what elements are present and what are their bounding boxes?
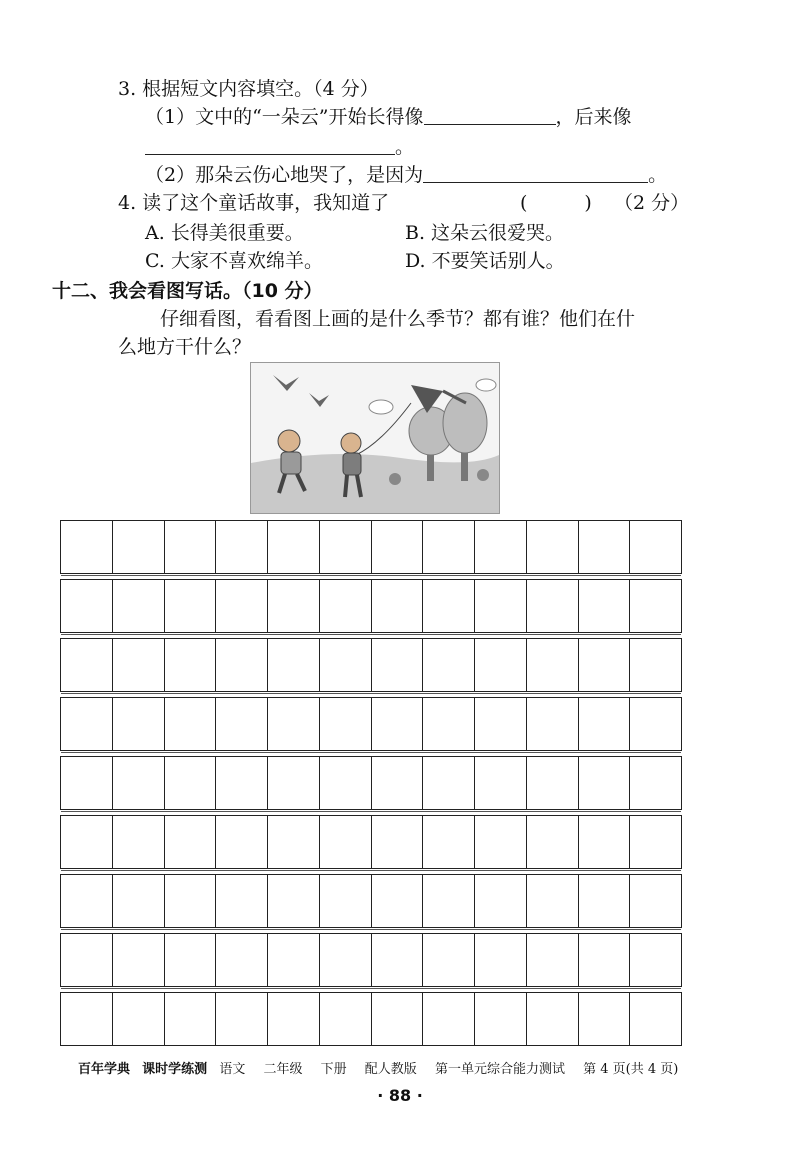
grid-cell[interactable] <box>579 757 631 809</box>
grid-cell[interactable] <box>216 639 268 691</box>
grid-cell[interactable] <box>579 639 631 691</box>
q3-part1-end: 。 <box>395 136 415 158</box>
grid-cell[interactable] <box>61 875 113 927</box>
q4-answer-paren[interactable]: ( ) <box>520 192 592 214</box>
q3-part2-end: 。 <box>648 164 668 186</box>
q3-part2-blank[interactable] <box>423 162 648 183</box>
grid-cell[interactable] <box>61 639 113 691</box>
grid-row <box>60 579 682 633</box>
grid-cell[interactable] <box>61 816 113 868</box>
grid-cell[interactable] <box>630 875 681 927</box>
grid-cell[interactable] <box>61 993 113 1045</box>
q3-part1-blank-a[interactable] <box>424 104 556 125</box>
grid-cell[interactable] <box>630 757 681 809</box>
q3-part1-prefix: （1）文中的“一朵云”开始长得像 <box>145 106 424 128</box>
grid-cell[interactable] <box>113 875 165 927</box>
grid-cell[interactable] <box>579 698 631 750</box>
grid-cell[interactable] <box>113 934 165 986</box>
q3-title: 3. 根据短文内容填空。（4 分） <box>118 78 379 100</box>
grid-row <box>60 520 682 574</box>
grid-cell[interactable] <box>165 580 217 632</box>
cloud-icon <box>369 400 393 414</box>
grid-cell[interactable] <box>320 816 372 868</box>
footer-brand1: 百年学典 <box>78 1062 131 1077</box>
grid-cell[interactable] <box>216 816 268 868</box>
grid-cell[interactable] <box>423 639 475 691</box>
grid-cell[interactable] <box>61 521 113 573</box>
grid-cell[interactable] <box>61 934 113 986</box>
grid-cell[interactable] <box>630 993 681 1045</box>
q3-part2-prefix: （2）那朵云伤心地哭了，是因为 <box>145 164 424 186</box>
grid-row <box>60 815 682 869</box>
q3-part1-middle: ，后来像 <box>555 106 632 128</box>
grid-cell[interactable] <box>372 934 424 986</box>
grid-cell[interactable] <box>268 580 320 632</box>
grid-cell[interactable] <box>527 816 579 868</box>
grid-row <box>60 697 682 751</box>
grid-cell[interactable] <box>630 816 681 868</box>
footer-subject: 语文 <box>219 1062 246 1077</box>
grid-cell[interactable] <box>579 934 631 986</box>
grid-cell[interactable] <box>268 639 320 691</box>
grid-cell[interactable] <box>320 639 372 691</box>
grid-cell[interactable] <box>475 698 527 750</box>
footer-grade: 二年级 <box>263 1062 303 1077</box>
grid-cell[interactable] <box>423 698 475 750</box>
q3-part1 <box>145 104 632 130</box>
footer-test-name: 第一单元综合能力测试 <box>434 1062 565 1077</box>
illustration-kids-flying-kite <box>250 362 500 514</box>
grid-cell[interactable] <box>216 698 268 750</box>
grid-cell[interactable] <box>579 875 631 927</box>
flower-icon <box>477 469 489 481</box>
section12-prompt-line2: 么地方干什么？ <box>118 336 252 358</box>
grid-row <box>60 992 682 1046</box>
grid-cell[interactable] <box>113 757 165 809</box>
grid-cell[interactable] <box>630 639 681 691</box>
grid-cell[interactable] <box>423 521 475 573</box>
grid-cell[interactable] <box>372 993 424 1045</box>
grid-cell[interactable] <box>268 934 320 986</box>
grid-cell[interactable] <box>527 521 579 573</box>
grid-cell[interactable] <box>423 757 475 809</box>
grid-row <box>60 756 682 810</box>
grid-cell[interactable] <box>423 993 475 1045</box>
grid-cell[interactable] <box>630 698 681 750</box>
grid-cell[interactable] <box>527 757 579 809</box>
grid-cell[interactable] <box>372 698 424 750</box>
grid-cell[interactable] <box>320 934 372 986</box>
grid-cell[interactable] <box>216 521 268 573</box>
swallow-icon <box>273 375 299 391</box>
section12-heading: 十二、我会看图写话。（10 分） <box>52 280 323 302</box>
grid-cell[interactable] <box>475 757 527 809</box>
grid-cell[interactable] <box>268 816 320 868</box>
grid-cell[interactable] <box>579 521 631 573</box>
grid-cell[interactable] <box>165 993 217 1045</box>
q3-part1-continued <box>145 134 414 160</box>
boy-body <box>343 453 361 475</box>
grid-cell[interactable] <box>268 993 320 1045</box>
grid-cell[interactable] <box>320 757 372 809</box>
grid-cell[interactable] <box>475 875 527 927</box>
grid-cell[interactable] <box>320 521 372 573</box>
grid-cell[interactable] <box>165 698 217 750</box>
q4-option-c: C. 大家不喜欢绵羊。 <box>145 250 323 272</box>
grid-cell[interactable] <box>527 993 579 1045</box>
q3-part1-blank-b[interactable] <box>145 134 395 155</box>
flower-icon <box>389 473 401 485</box>
page-footer <box>78 1058 718 1077</box>
grid-cell[interactable] <box>423 934 475 986</box>
swallow-icon <box>309 393 329 407</box>
grid-cell[interactable] <box>216 875 268 927</box>
grid-cell[interactable] <box>320 875 372 927</box>
grid-cell[interactable] <box>372 639 424 691</box>
grid-cell[interactable] <box>320 580 372 632</box>
grid-cell[interactable] <box>423 875 475 927</box>
grid-cell[interactable] <box>630 521 681 573</box>
grid-cell[interactable] <box>268 698 320 750</box>
grid-cell[interactable] <box>216 580 268 632</box>
grid-row <box>60 874 682 928</box>
grid-cell[interactable] <box>475 521 527 573</box>
grid-cell[interactable] <box>113 816 165 868</box>
grid-cell[interactable] <box>268 875 320 927</box>
grid-cell[interactable] <box>216 993 268 1045</box>
writing-grid <box>60 520 682 1051</box>
q4-option-b: B. 这朵云很爱哭。 <box>405 222 565 244</box>
grid-cell[interactable] <box>113 580 165 632</box>
grid-cell[interactable] <box>527 934 579 986</box>
grid-cell[interactable] <box>165 521 217 573</box>
grid-cell[interactable] <box>475 993 527 1045</box>
grid-cell[interactable] <box>527 875 579 927</box>
page-number: · 88 · <box>377 1086 423 1105</box>
illustration-svg <box>251 363 499 513</box>
grid-cell[interactable] <box>372 875 424 927</box>
q3-part2 <box>145 162 667 188</box>
section12-prompt-line1: 仔细看图，看看图上画的是什么季节？都有谁？他们在什 <box>160 308 636 330</box>
grid-cell[interactable] <box>423 580 475 632</box>
footer-edition: 配人教版 <box>364 1062 417 1077</box>
boy-head <box>278 430 300 452</box>
grid-cell[interactable] <box>372 757 424 809</box>
grid-cell[interactable] <box>165 934 217 986</box>
grid-cell[interactable] <box>113 993 165 1045</box>
grid-cell[interactable] <box>372 816 424 868</box>
grid-cell[interactable] <box>61 580 113 632</box>
grid-cell[interactable] <box>475 816 527 868</box>
grid-cell[interactable] <box>423 816 475 868</box>
grid-cell[interactable] <box>579 993 631 1045</box>
grid-cell[interactable] <box>630 934 681 986</box>
grid-cell[interactable] <box>113 698 165 750</box>
grid-cell[interactable] <box>527 639 579 691</box>
grid-cell[interactable] <box>372 521 424 573</box>
grid-cell[interactable] <box>475 934 527 986</box>
q4-option-d: D. 不要笑话别人。 <box>405 250 565 272</box>
q4-title: 4. 读了这个童话故事，我知道了 <box>118 192 390 214</box>
grid-row <box>60 638 682 692</box>
grid-cell[interactable] <box>475 639 527 691</box>
footer-volume: 下册 <box>320 1062 347 1077</box>
cloud-icon <box>476 379 496 391</box>
grid-cell[interactable] <box>165 757 217 809</box>
grid-cell[interactable] <box>268 757 320 809</box>
grid-cell[interactable] <box>113 521 165 573</box>
q4-option-a: A. 长得美很重要。 <box>145 222 304 244</box>
grid-cell[interactable] <box>216 757 268 809</box>
grid-cell[interactable] <box>216 934 268 986</box>
grid-cell[interactable] <box>165 816 217 868</box>
footer-brand2: 课时学练测 <box>142 1062 208 1077</box>
grid-cell[interactable] <box>475 580 527 632</box>
grid-cell[interactable] <box>165 639 217 691</box>
grid-cell[interactable] <box>579 816 631 868</box>
grid-cell[interactable] <box>165 875 217 927</box>
grid-cell[interactable] <box>320 698 372 750</box>
grid-cell[interactable] <box>579 580 631 632</box>
grid-cell[interactable] <box>320 993 372 1045</box>
grid-cell[interactable] <box>61 757 113 809</box>
grid-cell[interactable] <box>527 580 579 632</box>
grid-cell[interactable] <box>630 580 681 632</box>
boy-body <box>281 452 301 474</box>
grid-cell[interactable] <box>527 698 579 750</box>
grid-cell[interactable] <box>268 521 320 573</box>
grid-cell[interactable] <box>113 639 165 691</box>
grid-cell[interactable] <box>372 580 424 632</box>
footer-page-info: 第 4 页(共 4 页) <box>583 1062 679 1077</box>
grid-cell[interactable] <box>61 698 113 750</box>
q4-points: （2 分） <box>614 192 690 214</box>
boy-head <box>341 433 361 453</box>
grid-row <box>60 933 682 987</box>
